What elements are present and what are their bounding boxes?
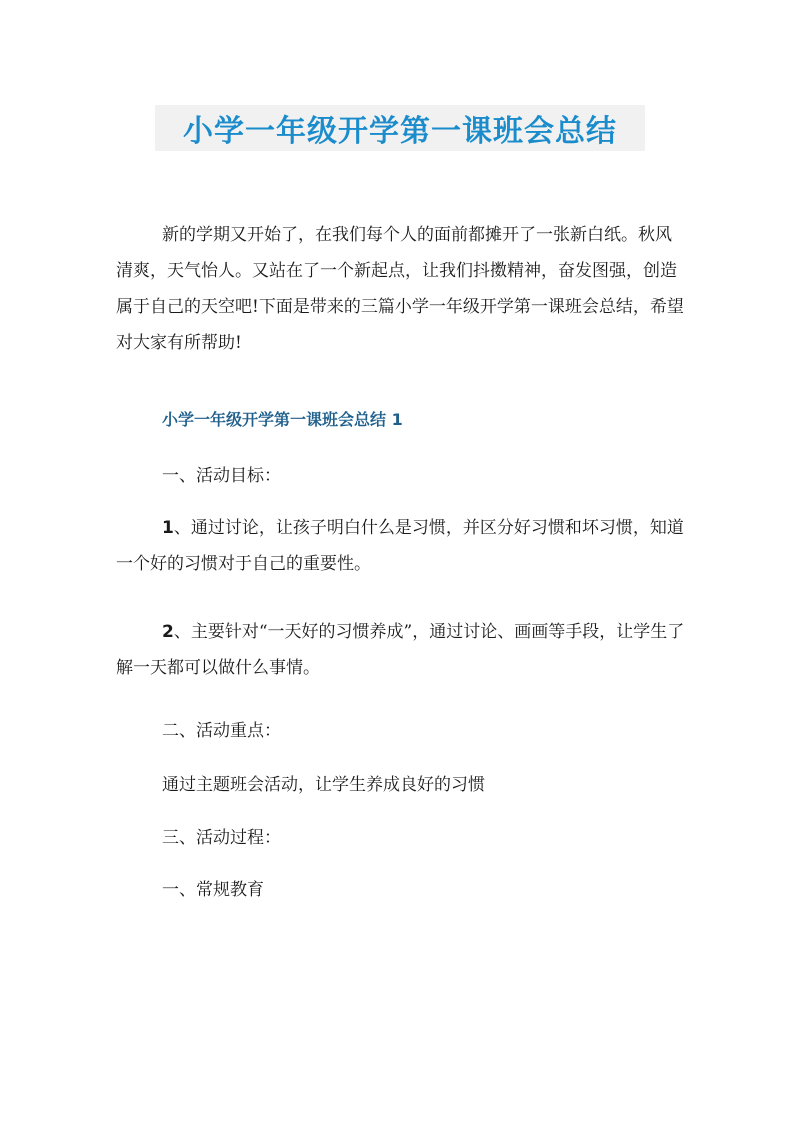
goal-text: 、通过讨论，让孩子明白什么是习惯，并区分好习惯和坏习惯，知道一个好的习惯对于自己的重要性。	[116, 518, 684, 574]
process-heading: 三、活动过程：	[162, 828, 281, 848]
intro-paragraph: 新的学期又开始了，在我们每个人的面前都摊开了一张新白纸。秋风清爽，天气怡人。又站在了一个新起点，让我们抖擞精神，奋发图强，创造属于自己的天空吧!下面是带来的三篇小学一年级开学第一课班会总结，希望对大家有所帮助!	[116, 225, 684, 353]
document-title: 小学一年级开学第一课班会总结	[183, 114, 617, 149]
goal-number: 1	[162, 518, 174, 538]
goal-item-2	[116, 614, 688, 686]
goals-heading: 一、活动目标：	[162, 466, 281, 486]
goal-item-1	[116, 510, 688, 582]
process-item-1: 一、常规教育	[162, 880, 264, 900]
section-heading: 小学一年级开学第一课班会总结 1	[162, 410, 403, 429]
goal-text: 、主要针对“一天好的习惯养成”，通过讨论、画画等手段，让学生了解一天都可以做什么事情。	[116, 622, 685, 678]
goal-number: 2	[162, 622, 174, 642]
focus-text: 通过主题班会活动，让学生养成良好的习惯	[162, 775, 485, 795]
title-banner	[155, 105, 645, 151]
focus-heading: 二、活动重点：	[162, 721, 281, 741]
